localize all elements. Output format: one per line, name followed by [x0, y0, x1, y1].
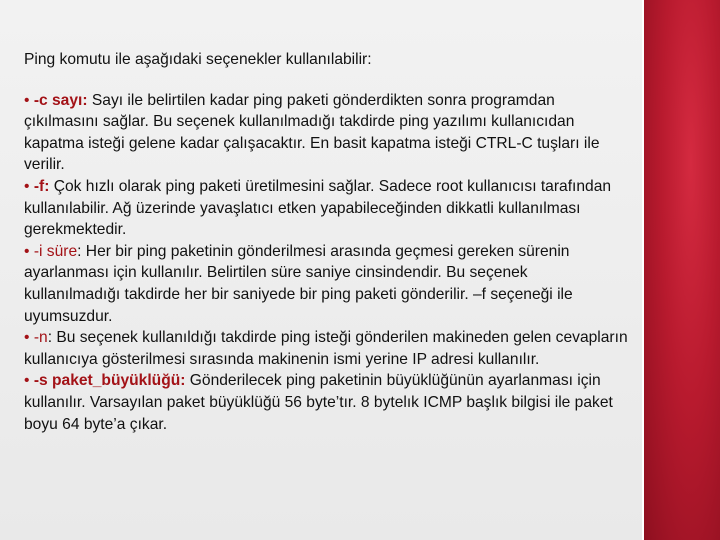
option-description: : Her bir ping paketinin gönderilmesi arasında geçmesi gereken sürenin ayarlanması için kullanılır. Belirtilen süre saniye cinsindendir. Bu seçenek kullanılmadığı takdirde her bir saniyede bir ping paketi gönderilir. –f seçeneği ile uyumsuzdur.	[24, 242, 573, 325]
intro-text: Ping komutu ile aşağıdaki seçenekler kullanılabilir:	[24, 51, 372, 68]
option-label: -s paket_büyüklüğü:	[33, 372, 186, 390]
option-description: Gönderilecek ping paketinin büyüklüğünün ayarlanması için kullanılır. Varsayılan paket büyüklüğü 56 byte’tır. 8 bytelık ICMP başlık bilgisi ile paket boyu 64 byte’a çıkar.	[24, 372, 613, 433]
option-description: Sayı ile belirtilen kadar ping paketi gönderdikten sonra programdan çıkılmasını sağlar. Bu seçenek kullanılmadığı takdirde ping yazılımı kullanıcıdan kapatma isteği gelene kadar çalışacaktır. En basit kapatma isteği CTRL-C tuşları ile verilir.	[24, 91, 600, 174]
list-item-flood	[24, 176, 628, 241]
decorative-side-bar	[642, 0, 720, 540]
bullet: •	[24, 242, 30, 260]
option-label: -n	[33, 329, 48, 347]
list-item-packetsize	[24, 370, 628, 435]
option-label: -f:	[33, 177, 50, 195]
bullet: •	[24, 177, 30, 195]
list-item-interval	[24, 241, 628, 327]
option-description: : Bu seçenek kullanıldığı takdirde ping isteği gönderilen makineden gelen cevapların kullanıcıya gösterilmesi sırasında makinenin ismi yerine IP adresi kullanılır.	[24, 329, 628, 368]
bullet: •	[24, 91, 30, 109]
bullet: •	[24, 372, 30, 390]
option-label: -c sayı:	[33, 91, 88, 109]
bullet: •	[24, 329, 30, 347]
list-item-count	[24, 90, 628, 176]
option-description: Çok hızlı olarak ping paketi üretilmesini sağlar. Sadece root kullanıcısı tarafından kullanılabilir. Ağ üzerinde yavaşlatıcı etken yapabileceğinden dikkatli kullanılması gerekmektedir.	[24, 177, 612, 239]
slide-content	[24, 49, 628, 435]
list-item-numeric	[24, 327, 628, 370]
option-label: -i süre	[33, 242, 78, 260]
